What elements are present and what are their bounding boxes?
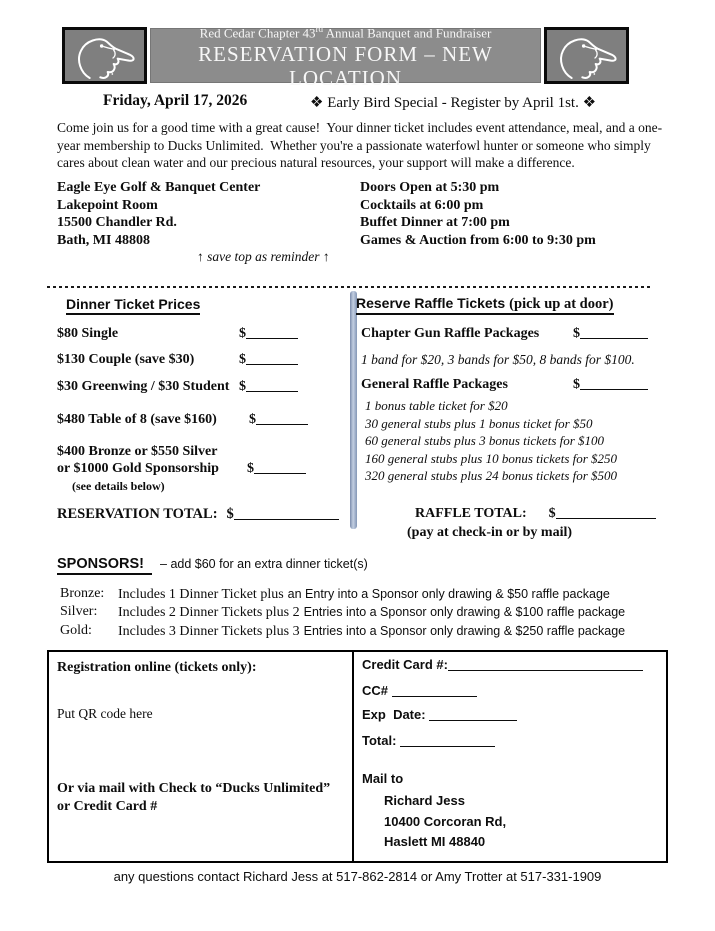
credit-card-field: Credit Card #: [362, 657, 643, 672]
venue-address [57, 179, 260, 249]
dinner-row-label: $480 Table of 8 (save $160) [57, 412, 217, 427]
ducks-unlimited-logo-left [62, 27, 147, 84]
exp-date-field: Exp Date: [362, 707, 517, 722]
raffle-option: 160 general stubs plus 10 bonus tickets for $250 [365, 450, 618, 466]
general-raffle-row: General Raffle Packages $ [361, 377, 648, 393]
cc-number-blank [392, 684, 477, 697]
dinner-row-label: $30 Greenwing / $30 Student [57, 379, 230, 394]
venue-line: Lakepoint Room [57, 197, 158, 213]
dashed-separator [47, 286, 651, 288]
amount-blank [246, 352, 298, 365]
dinner-row-table8 [57, 412, 308, 428]
header-banner [62, 24, 629, 90]
schedule-line: Games & Auction from 6:00 to 9:30 pm [360, 232, 596, 248]
sponsors-heading: SPONSORS! [57, 556, 152, 575]
qr-code-placeholder: Put QR code here [57, 706, 153, 721]
raffle-heading: Reserve Raffle Tickets (pick up at door) [356, 295, 614, 313]
reservation-total-row: RESERVATION TOTAL: $ [57, 506, 339, 523]
mail-to-label: Mail to [362, 771, 404, 786]
duck-eye [99, 44, 102, 47]
dinner-row-single [57, 326, 298, 342]
early-bird-note: ❖ Early Bird Special - Register by April 1st. ❖ [310, 95, 597, 111]
amount-field: $ [573, 377, 648, 393]
reservation-total-blank [234, 507, 339, 520]
sponsor-tiers [60, 585, 675, 640]
duck-head-icon [551, 32, 623, 80]
amount-blank [256, 412, 308, 425]
cc-number-field: CC# [362, 683, 477, 698]
amount-field: $ [249, 412, 308, 428]
venue-line: Eagle Eye Golf & Banquet Center [57, 180, 261, 195]
amount-blank [246, 326, 298, 339]
amount-blank [246, 379, 298, 392]
raffle-option: 30 general stubs plus 1 bonus ticket for $50 [365, 415, 593, 431]
raffle-total-blank [556, 506, 656, 519]
form-title: RESERVATION FORM – NEW LOCATION [198, 41, 493, 90]
raffle-option: 60 general stubs plus 3 bonus tickets for $100 [365, 433, 605, 449]
event-date: Friday, April 17, 2026 [103, 92, 248, 109]
general-raffle-options [365, 397, 670, 485]
see-details-note: (see details below) [72, 479, 165, 493]
intro-paragraph: Come join us for a good time with a great cause! Your dinner ticket includes event attendance, meal, and a one-year membership to Ducks Unlimited. Whether you're a passionate waterfowl hunter or someone who simply cares about clean water and our precious natural resources, your support will make a difference. [57, 120, 663, 170]
contact-footer: any questions contact Richard Jess at 517-862-2814 or Amy Trotter at 517-331-1909 [113, 869, 602, 884]
header-title-box [150, 24, 541, 90]
dinner-row-couple [57, 352, 298, 368]
tier-gold: Gold: Includes 3 Dinner Tickets plus 3 Entries into a Sponsor only drawing & $250 raffle package [60, 622, 626, 639]
ordinal-suffix: rd [315, 24, 324, 35]
registration-online-label: Registration online (tickets only): [57, 660, 257, 675]
sponsors-note: – add $60 for an extra dinner ticket(s) [160, 557, 368, 571]
sponsors-heading-row [57, 556, 368, 575]
raffle-pay-note: (pay at check-in or by mail) [407, 525, 573, 540]
schedule-line: Doors Open at 5:30 pm [360, 180, 500, 195]
schedule-line: Buffet Dinner at 7:00 pm [360, 215, 510, 230]
raffle-option: 320 general stubs plus 24 bonus tickets for $500 [365, 468, 618, 484]
registered-mark-dot [111, 73, 113, 75]
payment-right-cell [352, 652, 666, 861]
raffle-option: 1 bonus table ticket for $20 [365, 398, 508, 413]
ducks-unlimited-logo-right [544, 27, 629, 84]
total-blank [400, 734, 495, 747]
amount-field: $ [239, 379, 298, 395]
column-divider-bar [350, 291, 357, 529]
amount-field: $ [573, 326, 648, 342]
duck-head-icon [69, 32, 141, 80]
gun-raffle-note: 1 band for $20, 3 bands for $50, 8 bands for $100. [361, 352, 635, 367]
tier-silver: Silver: Includes 2 Dinner Tickets plus 2 Entries into a Sponsor only drawing & $100 raffle package [60, 604, 626, 621]
dinner-row-label: $80 Single [57, 326, 119, 341]
gun-raffle-row: Chapter Gun Raffle Packages $ [361, 326, 648, 342]
dinner-row-label: $130 Couple (save $30) [57, 352, 195, 367]
sponsorship-line1: $400 Bronze or $550 Silver [57, 444, 218, 459]
amount-field: $ [227, 506, 339, 523]
mail-city: Haslett MI 48840 [384, 834, 486, 849]
mail-street: 10400 Corcoran Rd, [384, 813, 507, 829]
mail-name: Richard Jess [384, 793, 465, 808]
payment-left-cell [49, 652, 352, 861]
credit-card-blank [448, 658, 643, 671]
mail-to-address [384, 791, 506, 853]
total-field: Total: [362, 733, 495, 748]
amount-blank [254, 461, 306, 474]
amount-blank [580, 377, 648, 390]
payment-box [47, 650, 668, 863]
sponsorship-line2: or $1000 Gold Sponsorship $ [57, 461, 306, 477]
dinner-row-greenwing [57, 379, 298, 395]
amount-field: $ [239, 352, 298, 368]
venue-line: 15500 Chandler Rd. [57, 215, 177, 230]
event-schedule [360, 179, 596, 249]
schedule-line: Cocktails at 6:00 pm [360, 197, 484, 213]
mail-instructions: Or via mail with Check to “Ducks Unlimited” or Credit Card # [57, 781, 331, 814]
raffle-total-row: RAFFLE TOTAL: $ [415, 506, 656, 522]
exp-date-blank [429, 708, 517, 721]
save-top-reminder: ↑ save top as reminder ↑ [197, 249, 330, 264]
venue-line: Bath, MI 48808 [57, 232, 150, 248]
amount-blank [580, 326, 648, 339]
dinner-prices-heading: Dinner Ticket Prices [66, 296, 200, 315]
tier-bronze: Bronze: Includes 1 Dinner Ticket plus an Entry into a Sponsor only drawing & $50 raffle package [60, 586, 610, 602]
amount-field: $ [549, 506, 656, 522]
banquet-subtitle: Red Cedar Chapter 43rd Annual Banquet and Fundraiser [199, 24, 492, 41]
amount-field: $ [247, 461, 306, 477]
amount-field: $ [239, 326, 298, 342]
